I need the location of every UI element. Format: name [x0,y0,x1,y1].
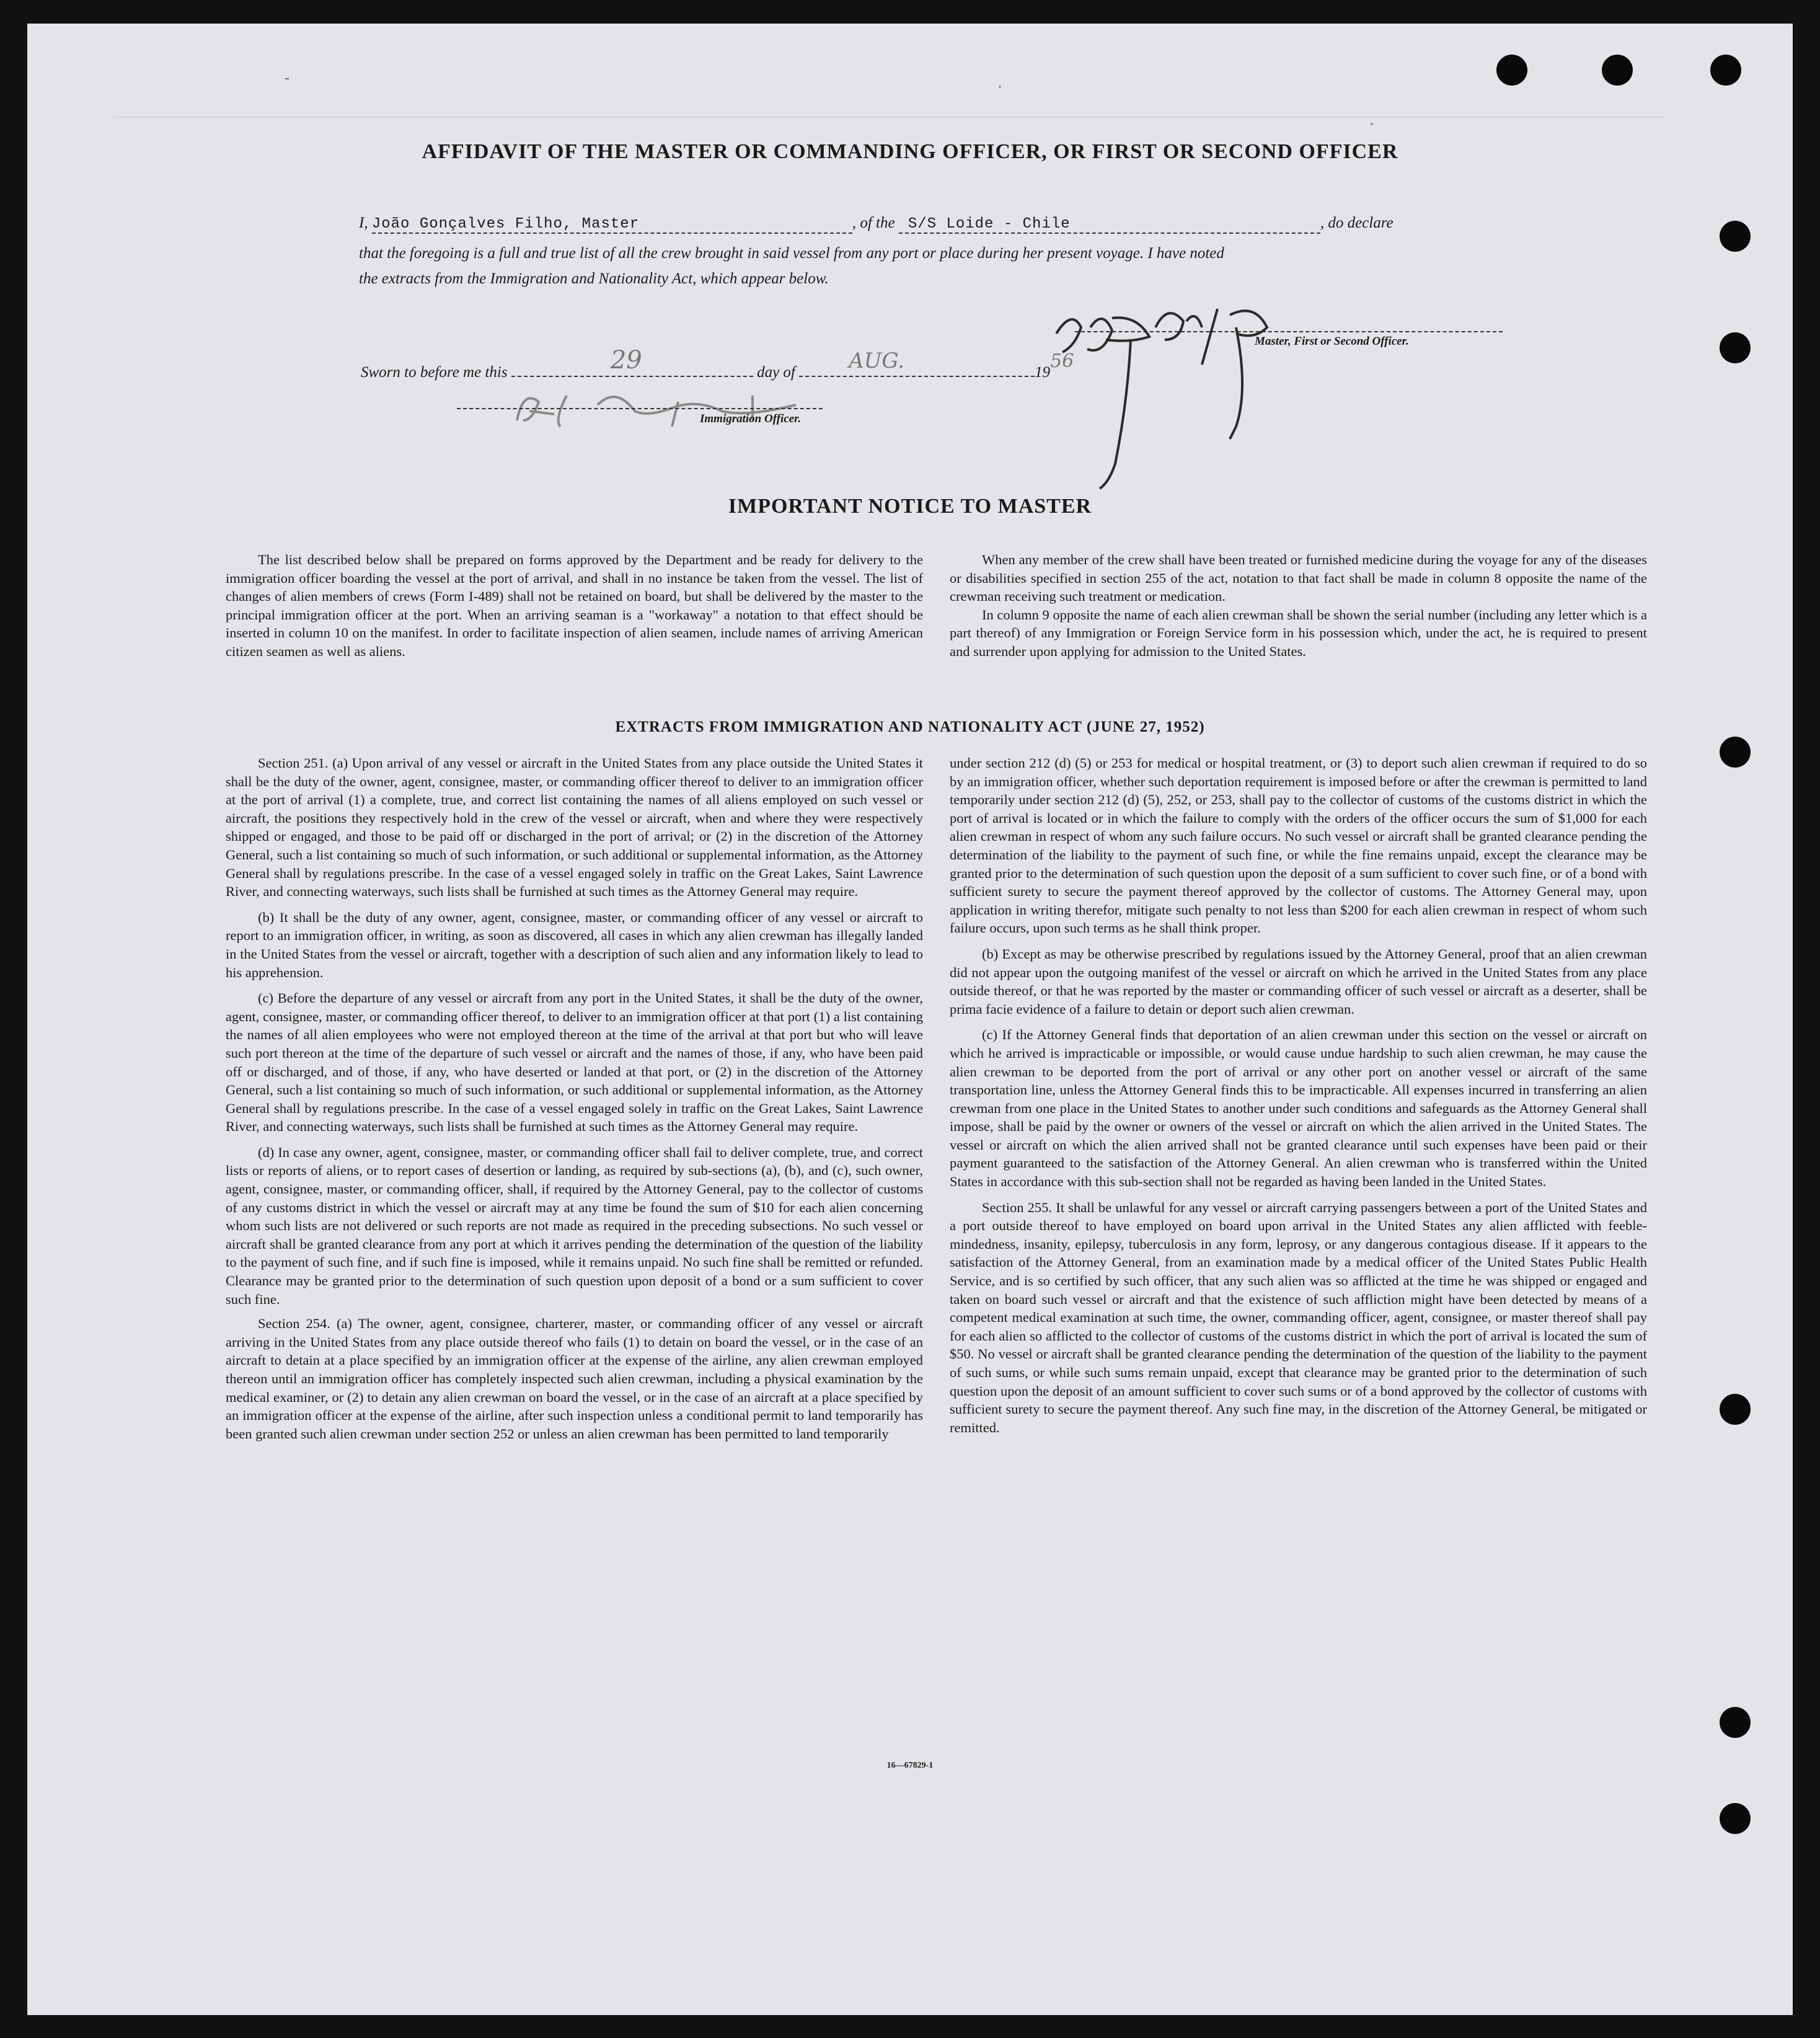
of-the-label: , of the [852,215,895,231]
vessel-field [899,215,1320,234]
sworn-month-field [799,348,1035,377]
extract-paragraph: (c) Before the departure of any vessel or aircraft from any port in the United States, it shall be the duty of the owner, agent, consignee, master, or commanding officer thereof, to deliver to an immigration officer at that port (1) a list containing the names of all alien employees who were not employed thereon at the time of the arrival at that port but who will leave such port thereon at the time of the departure of such vessel or aircraft and the names of those, if any, who have been paid off or discharged, and of those, if any, who have deserted or landed at that port, or (2) in the discretion of the Attorney General, such a list containing so much of such information, or such additional or supplemental information, as the Attorney General shall by regulations prescribe. In the case of a vessel engaged solely in traffic on the Great Lakes, Saint Lawrence River, and connecting waterways, such lists shall be furnished at such times as the Attorney General may require. [226,990,923,1135]
year-prefix: 19 [1035,364,1051,381]
punch-hole [1720,332,1751,363]
notice-left-paragraph: The list described below shall be prepared on forms approved by the Department and be ready for delivery to the immigration officer boarding the vessel at the port of arrival, and shall in no instance be taken from the vessel. The list of changes of alien members of crews (Form I-489) shall not be retained on board, but shall be delivered by the master to the principal immigration officer at the port. When an arriving seaman is a "workaway" a notation to that effect should be inserted in column 10 on the manifest. In order to facilitate inspection of alien seamen, include names of arriving American citizen seamen as well as aliens. [226,552,923,659]
extracts-right-column [950,754,1647,1444]
punch-hole [1720,1803,1751,1834]
sworn-day-field [511,346,753,377]
stray-mark: · [1369,117,1374,133]
form-number: 16—67829-1 [886,1761,934,1770]
extracts-left-column [226,754,923,1450]
extract-paragraph: (d) In case any owner, agent, consignee, master, or commanding officer shall fail to deliver complete, true, and correct lists or reports of aliens, or to report cases of desertion or landing, as required by sub-sections (a), (b), and (c), such owner, agent, consignee, master, or commanding officer, shall, if required by the Attorney General, pay to the collector of customs of any customs district in which the vessel or aircraft may at any time be found the sum of $10 for each alien concerning whom such lists are not delivered or such reports are not made as required in the preceding subsections. No such vessel or aircraft shall be granted clearance from any port at which it arrives pending the determination of the question of the liability to the payment of such fine, and if such fine is imposed, while it remains unpaid. No such fine shall be remitted or refunded. Clearance may be granted prior to the determination of such question upon deposit of a bond or a sum sufficient to cover such fine. [226,1144,923,1307]
day-of-label: day of [757,364,795,381]
extract-paragraph: (b) Except as may be otherwise prescribed by regulations issued by the Attorney General, proof that an alien crewman did not appear upon the outgoing manifest of the vessel or aircraft on which he arrived in the United States from any place outside thereof, or that he was reported by the master or commanding officer of such vessel or aircraft as a deserter, shall be prima facie evidence of a failure to detain or deport such alien crewman. [950,946,1647,1017]
bleed-through [114,117,1664,143]
extract-paragraph: Section 255. It shall be unlawful for any vessel or aircraft carrying passengers between a port of the United States and a port outside thereof to have employed on board upon arrival in the United States any alien afflicted with feeble-mindedness, insanity, epilepsy, tuberculosis in any form, leprosy, or any dangerous contagious disease. If it appears to the satisfaction of the Attorney General, from an examination made by a medical officer of the United States Public Health Service, and is so certified by such officer, that any such alien was so afflicted at the time he was shipped or engaged and taken on board such vessel or aircraft and that the existence of such affliction might have been detected by means of a competent medical examination at such time, the owner, commanding officer, agent, consignee, or master thereof shall pay for each alien so afflicted to the collector of customs of the customs district in which the port of arrival is located the sum of $50. No vessel or aircraft shall be granted clearance pending the determination of the question of the liability to the payment of such sums, or while such sums remain unpaid, except that clearance may be granted prior to the determination of such question upon the deposit of an amount sufficient to cover such sums or of a bond approved by the collector of customs with sufficient surety to secure the payment thereof. Any such fine may, in the discretion of the Attorney General, be mitigated or remitted. [950,1199,1647,1435]
punch-hole [1720,221,1751,252]
punch-hole [1720,737,1751,768]
officer-line [457,408,823,409]
notice-right-paragraph: In column 9 opposite the name of each alien crewman shall be shown the serial number (including any letter which is a part thereof) of any Immigration or Foreign Service form in his possession which, under the act, he is required to present and surrender upon applying for admission to the United States. [950,606,1647,659]
notice-left-column [226,551,923,668]
punch-hole [1602,55,1633,86]
extract-paragraph: Section 254. (a) The owner, agent, consignee, charterer, master, or commanding officer of any vessel or aircraft arriving in the United States from any place outside thereof who fails (1) to detain on board the vessel, or in the case of an aircraft to detain at a place specified by an immigration officer at the expense of the airline, any alien crewman employed thereon until an immigration officer has completely inspected such alien crewman, including a physical examination by the medical examiner, or (2) to detain any alien crewman on board the vessel, or in the case of an aircraft at a place specified by an immigration officer at the expense of the airline, after such inspection unless a conditional permit to land temporarily has been granted such alien crewman under section 252 or unless an alien crewman has been permitted to land temporarily [226,1316,923,1442]
year-suffix: 56 [1050,350,1074,372]
extract-paragraph: (c) If the Attorney General finds that deportation of an alien crewman under this section on the vessel or aircraft on which he arrived is impracticable or impossible, or would cause undue hardship to such alien crewman, he may cause the alien crewman to be deported from the port of arrival or any other port on another vessel or aircraft of the same transportation line, unless the Attorney General finds this to be impracticable. All expenses incurred in transferring an alien crewman from one place in the United States to another under such conditions and safeguards as the Attorney General shall impose, shall be paid by the owner or owners of the vessel or aircraft on which the alien arrived in the United States. The vessel or aircraft on which the alien arrived shall not be granted clearance until such expenses have been paid or their payment guaranteed to the satisfaction of the Attorney General. An alien crewman who is transferred within the United States in accordance with this sub-section shall not be regarded as having been landed in the United States. [950,1027,1647,1190]
sworn-month: AUG. [849,348,905,373]
do-declare-label: , do declare [1320,215,1394,231]
stray-mark: - [285,70,289,86]
punch-hole [1496,55,1527,86]
extract-paragraph: under section 212 (d) (5) or 253 for medical or hospital treatment, or (3) to deport such alien crewman if required to do so by an immigration officer, whether such deportation requirement is imposed before or after the crewman is permitted to land temporarily under section 212 (d) (5), 252, or 253, shall pay to the collector of customs of the customs district in which the port of arrival is located or in which the failure to comply with the orders of the officer occurs the sum of $1,000 for each alien crewman in respect of whom any such failure occurs. No such vessel or aircraft shall be granted clearance pending the determination of the liability to the payment of such fine, or while the fine remains unpaid, except the clearance may be granted prior to the determination of such question upon the deposit of a sum sufficient to cover such fine, or of a bond with sufficient surety to secure the payment thereof approved by the collector of customs. The Attorney General may, upon application in writing therefor, mitigate such penalty to not less than $200 for each alien crewman in respect of whom such failure occurs, upon such terms as he shall think proper. [950,755,1647,936]
extracts-title: EXTRACTS FROM IMMIGRATION AND NATIONALITY ACT (JUNE 27, 1952) [615,719,1205,735]
master-name-field [372,215,852,234]
sworn-label: Sworn to before me this [361,364,508,381]
vessel-name: S/S Loide - Chile [908,216,1071,233]
signature-line [1075,331,1503,332]
master-signature [1038,284,1422,495]
notice-right-paragraph: When any member of the crew shall have been treated or furnished medicine during the voyage for any of the diseases or disabilities specified in section 255 of the act, notation to that fact shall be made in column 8 opposite the name of the crewman receiving such treatment or medication. [950,552,1647,605]
notice-title: IMPORTANT NOTICE TO MASTER [728,495,1092,518]
master-name: João Gonçalves Filho, Master [371,216,640,233]
stray-mark: · [997,79,1002,95]
signature-caption: Master, First or Second Officer. [1255,335,1409,348]
extract-paragraph: Section 251. (a) Upon arrival of any vessel or aircraft in the United States from any place outside the United States it shall be the duty of the owner, agent, consignee, master, or commanding officer thereof to deliver to an immigration officer at the port of arrival (1) a complete, true, and correct list containing the names of all aliens employed on such vessel or aircraft, the positions they respectively hold in the crew of the vessel or aircraft, when and where they were respectively shipped or engaged, and those to be paid off or discharged in the port of arrival; or (2) in the discretion of the Attorney General, such a list containing so much of such information, or such additional or supplemental information, as the Attorney General shall by regulations prescribe. In the case of a vessel engaged solely in traffic on the Great Lakes, Saint Lawrence River, and connecting waterways, such lists shall be furnished at such times as the Attorney General may require. [226,755,923,900]
decl-prefix: I, [359,215,368,231]
notice-right-column [950,551,1647,668]
punch-hole [1710,55,1741,86]
punch-hole [1720,1707,1751,1738]
extract-paragraph: (b) It shall be the duty of any owner, agent, consignee, master, or commanding officer of any vessel or aircraft to report to an immigration officer, in writing, as soon as discovered, all cases in which any alien crewman has illegally landed in the United States from the vessel or aircraft, together with a description of such alien and any information likely to lead to his apprehension. [226,909,923,980]
affidavit-title: AFFIDAVIT OF THE MASTER OR COMMANDING OFFICER, OR FIRST OR SECOND OFFICER [422,140,1398,163]
declaration-line-1 [359,215,1512,234]
sworn-day: 29 [610,346,642,374]
officer-caption: Immigration Officer. [700,412,802,425]
punch-hole [1720,1394,1751,1425]
document-page [27,24,1793,2015]
declaration-line-3: the extracts from the Immigration and Nationality Act, which appear below. [359,270,829,287]
declaration-line-2: that the foregoing is a full and true list of all the crew brought in said vessel from any port or place during her present voyage. I have noted [359,245,1224,262]
